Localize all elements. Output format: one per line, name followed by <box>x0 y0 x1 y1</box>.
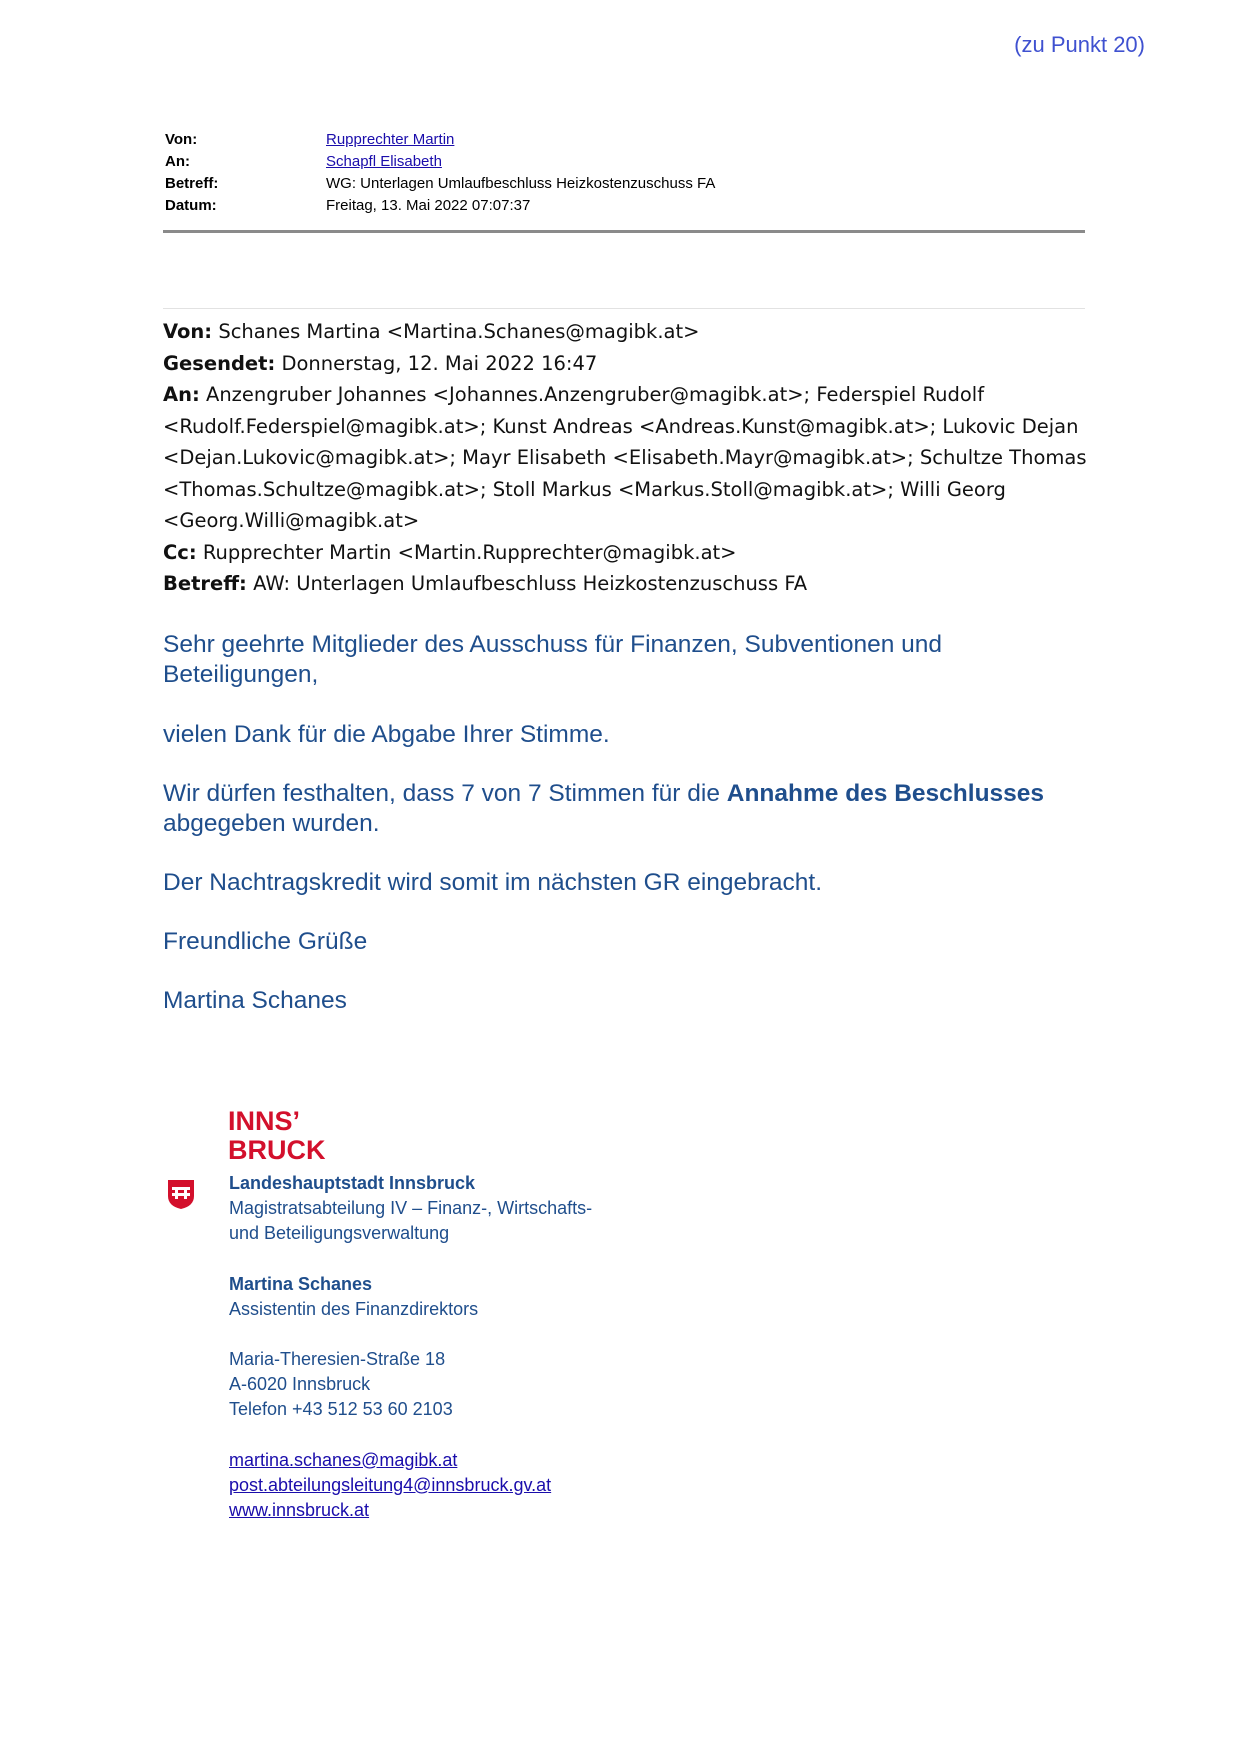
fwd-sent-label: Gesendet: <box>163 351 276 375</box>
greeting-line: Sehr geehrte Mitglieder des Ausschuss für Finanzen, Subventionen und <box>163 631 943 658</box>
sender-name: Martina Schanes <box>163 987 347 1014</box>
fwd-from-line <box>163 316 1093 348</box>
outer-date-value: Freitag, 13. Mai 2022 07:07:37 <box>326 196 531 214</box>
page-reference-note: (zu Punkt 20) <box>1014 32 1145 57</box>
forward-divider <box>163 308 1085 309</box>
greeting-paragraph <box>163 630 1093 690</box>
outer-subject-value: WG: Unterlagen Umlaufbeschluss Heizkostenzuschuss FA <box>326 174 716 192</box>
outer-subject-label: Betreff: <box>165 174 219 192</box>
fwd-to-value-line: <Georg.Willi@magibk.at> <box>163 509 420 532</box>
email-signature <box>229 1171 729 1523</box>
fwd-from-label: Von: <box>163 320 213 343</box>
innsbruck-logo <box>228 1107 348 1161</box>
fwd-to-value-line: <Rudolf.Federspiel@magibk.at>; Kunst Andreas <Andreas.Kunst@magibk.at>; Lukovic Dejan <box>163 414 1079 438</box>
fwd-to-value-line: Anzengruber Johannes <Johannes.Anzengruber@magibk.at>; Federspiel Rudolf <box>205 383 985 406</box>
signature-person: Martina Schanes <box>229 1273 373 1294</box>
result-paragraph <box>163 779 1093 839</box>
outer-date-label: Datum: <box>165 196 217 214</box>
signature-city: A-6020 Innsbruck <box>229 1374 371 1395</box>
city-crest-icon <box>166 1178 196 1210</box>
fwd-subject-label: Betreff: <box>163 572 247 595</box>
fwd-sent-line <box>163 348 1093 380</box>
fwd-cc-line <box>163 537 1093 569</box>
signature-phone: Telefon +43 512 53 60 2103 <box>229 1399 453 1420</box>
fwd-from-value: Schanes Martina <Martina.Schanes@magibk.at> <box>218 320 700 343</box>
nachtrag-paragraph: Der Nachtragskredit wird somit im nächsten GR eingebracht. <box>163 869 823 896</box>
fwd-subject-line <box>163 568 1093 600</box>
fwd-to-line <box>163 379 1093 411</box>
fwd-to-value-line: <Thomas.Schultze@magibk.at>; Stoll Markus <Markus.Stoll@magibk.at>; Willi Georg <box>163 477 1006 501</box>
outer-date-row <box>165 194 1083 216</box>
fwd-cc-value: Rupprechter Martin <Martin.Rupprechter@magibk.at> <box>202 540 737 564</box>
result-text: Wir dürfen festhalten, dass 7 von 7 Stimmen für die <box>163 780 727 807</box>
logo-text-line2: BRUCK <box>228 1135 326 1161</box>
header-divider <box>163 230 1085 233</box>
result-emphasis: Annahme des Beschlusses <box>726 780 1045 807</box>
fwd-cc-label: Cc: <box>163 540 197 564</box>
outer-to-row <box>165 150 1083 172</box>
fwd-to-label: An: <box>163 383 200 406</box>
signature-role: Assistentin des Finanzdirektors <box>229 1298 479 1319</box>
fwd-sent-value: Donnerstag, 12. Mai 2022 16:47 <box>281 351 598 375</box>
fwd-subject-value: AW: Unterlagen Umlaufbeschluss Heizkostenzuschuss FA <box>253 572 808 595</box>
fwd-to-value-line: <Dejan.Lukovic@magibk.at>; Mayr Elisabeth <Elisabeth.Mayr@magibk.at>; Schultze Thomas <box>163 446 1087 469</box>
message-body <box>163 630 1093 1016</box>
outer-from-row <box>165 128 1083 150</box>
signature-web-link[interactable]: www.innsbruck.at <box>229 1500 370 1521</box>
closing-paragraph: Freundliche Grüße <box>163 928 368 955</box>
signature-email-link[interactable]: martina.schanes@magibk.at <box>229 1449 458 1470</box>
greeting-line: Beteiligungen, <box>163 661 319 688</box>
outer-to-label: An: <box>165 152 190 170</box>
outer-from-label: Von: <box>165 130 198 148</box>
signature-street: Maria-Theresien-Straße 18 <box>229 1349 446 1370</box>
outer-from-link[interactable]: Rupprechter Martin <box>326 130 455 148</box>
signature-org: Landeshauptstadt Innsbruck <box>229 1173 476 1193</box>
outer-to-link[interactable]: Schapfl Elisabeth <box>326 152 442 170</box>
signature-dept-line: Magistratsabteilung IV – Finanz-, Wirtschafts- <box>229 1198 593 1219</box>
signature-dept-line: und Beteiligungsverwaltung <box>229 1223 450 1244</box>
thanks-paragraph: vielen Dank für die Abgabe Ihrer Stimme. <box>163 721 610 748</box>
logo-text-line1: INNS’ <box>228 1107 301 1136</box>
outer-subject-row <box>165 172 1083 194</box>
signature-email2-link[interactable]: post.abteilungsleitung4@innsbruck.gv.at <box>229 1474 552 1495</box>
result-text-end: abgegeben wurden. <box>163 810 380 837</box>
forwarded-message-header <box>163 316 1093 600</box>
outer-email-header <box>165 128 1083 216</box>
